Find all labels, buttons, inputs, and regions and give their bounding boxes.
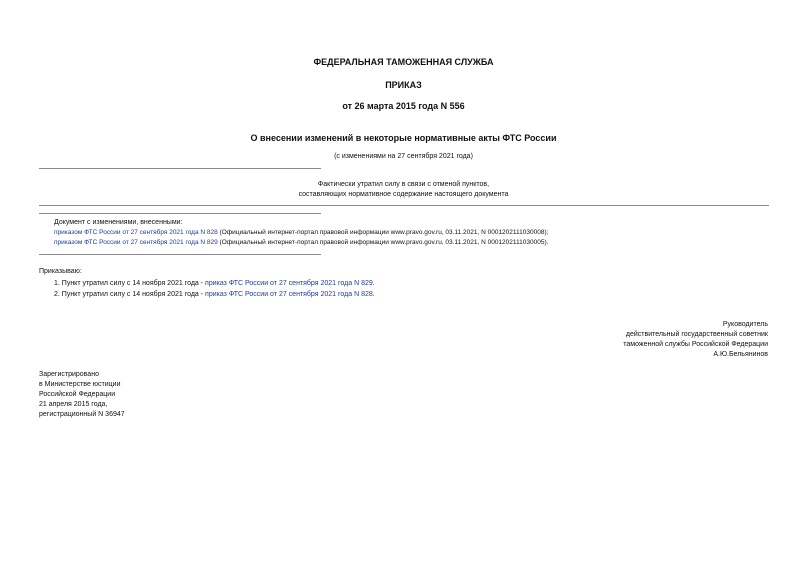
order-point xyxy=(54,291,375,298)
order-point-text: 1. Пункт утратил силу с 14 ноября 2021 года - xyxy=(54,280,206,287)
registration-line: в Министерстве юстиции xyxy=(39,381,121,388)
revision-note: (с изменениями на 27 сентября 2021 года) xyxy=(334,153,473,160)
divider xyxy=(39,213,321,214)
amendment-link[interactable]: приказом ФТС России от 27 сентября 2021 года N 828 xyxy=(54,229,218,236)
document-type: ПРИКАЗ xyxy=(385,80,422,90)
divider xyxy=(39,205,769,206)
order-point-link[interactable]: приказ ФТС России от 27 сентября 2021 года N 829 xyxy=(205,280,373,287)
registration-line: регистрационный N 36947 xyxy=(39,411,125,418)
agency-name: ФЕДЕРАЛЬНАЯ ТАМОЖЕННАЯ СЛУЖБА xyxy=(313,57,494,67)
signature-service: таможенной службы Российской Федерации xyxy=(623,341,768,348)
amendments-intro: Документ с изменениями, внесенными: xyxy=(54,219,183,226)
amendment-text: (Официальный интернет-портал правовой информации www.pravo.gov.ru, 03.11.2021, N 0001202111030005). xyxy=(217,239,549,246)
divider xyxy=(39,254,321,255)
amendment-text: (Официальный интернет-портал правовой информации www.pravo.gov.ru, 03.11.2021, N 0001202111030008); xyxy=(217,229,549,236)
registration-line: Российской Федерации xyxy=(39,391,116,398)
signature-rank: действительный государственный советник xyxy=(625,331,768,338)
order-point-text: 2. Пункт утратил силу с 14 ноября 2021 года - xyxy=(54,291,206,298)
signature-name: А.Ю.Бельянинов xyxy=(713,351,768,358)
registration-line: 21 апреля 2015 года, xyxy=(39,401,108,408)
order-point-end: . xyxy=(372,291,375,298)
status-line-2: составляющих нормативное содержание настоящего документа xyxy=(298,191,509,198)
order-point-link[interactable]: приказ ФТС России от 27 сентября 2021 года N 828 xyxy=(205,291,373,298)
registration-line: Зарегистрировано xyxy=(39,371,99,378)
amendment-link[interactable]: приказом ФТС России от 27 сентября 2021 года N 829 xyxy=(54,239,218,246)
document-title: О внесении изменений в некоторые нормативные акты ФТС России xyxy=(250,133,557,143)
amendment-item xyxy=(54,239,548,246)
order-point-end: . xyxy=(372,280,375,287)
divider xyxy=(39,168,321,169)
order-intro: Приказываю: xyxy=(39,268,82,275)
order-point xyxy=(54,280,375,287)
amendment-item xyxy=(54,229,548,236)
signature-role: Руководитель xyxy=(722,321,768,328)
status-line-1: Фактически утратил силу в связи с отменой пунктов, xyxy=(317,181,490,188)
document-date-number: от 26 марта 2015 года N 556 xyxy=(342,101,465,111)
